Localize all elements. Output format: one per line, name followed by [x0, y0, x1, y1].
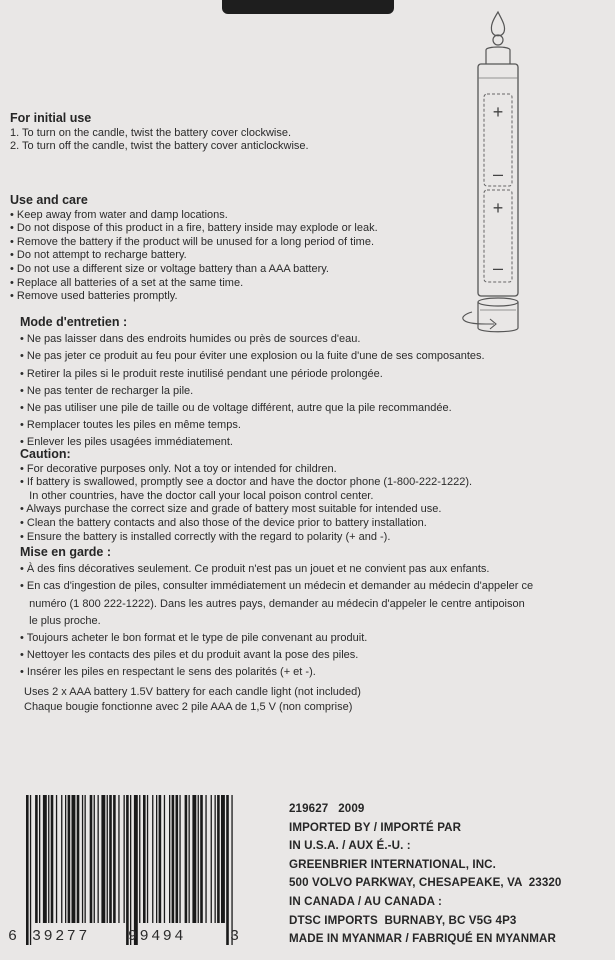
caution-title: Caution:: [20, 447, 71, 461]
barcode-bar: [159, 795, 162, 923]
barcode-bar: [179, 795, 180, 923]
package-top-flap: [222, 0, 394, 14]
barcode-bar: [118, 795, 119, 923]
plus-symbol: +: [492, 102, 504, 122]
barcode-bar: [231, 795, 232, 945]
barcode-bar: [61, 795, 62, 923]
importer-line: IMPORTED BY / IMPORTÉ PAR: [289, 820, 462, 834]
candle-battery-diagram: [446, 6, 530, 336]
barcode-bar: [226, 795, 229, 945]
use-care-line: • Do not attempt to recharge battery.: [10, 249, 187, 262]
caution-line: • Ensure the battery is installed correctly with the regard to polarity (+ and -).: [20, 530, 391, 543]
initial-use-title: For initial use: [10, 111, 92, 125]
barcode-bar: [35, 795, 38, 923]
barcode-bar: [176, 795, 179, 923]
barcode-bar: [185, 795, 188, 923]
barcode-bar: [109, 795, 112, 923]
importer-line: MADE IN MYANMAR / FABRIQUÉ EN MYANMAR: [289, 932, 556, 946]
barcode-bar: [189, 795, 190, 923]
barcode-bar: [82, 795, 83, 923]
battery-cover-top: [478, 298, 518, 306]
mode-entretien-line: • Ne pas jeter ce produit au feu pour éviter une explosion ou la fuite d'une de ses composantes.: [20, 350, 485, 363]
caution-line: • Clean the battery contacts and also those of the device prior to battery installation.: [20, 516, 427, 529]
initial-use-line: 2. To turn off the candle, twist the battery cover anticlockwise.: [10, 140, 309, 153]
importer-line: IN CANADA / AU CANADA :: [289, 894, 443, 908]
barcode-bar: [221, 795, 225, 923]
mise-en-garde-line: • En cas d'ingestion de piles, consulter immédiatement un médecin et demander au médecin d'appeler ce: [20, 580, 534, 593]
caution-line: • If battery is swallowed, promptly see a doctor and have the doctor phone (1-800-222-1222).: [20, 476, 473, 489]
battery-note-fr: Chaque bougie fonctionne avec 2 pile AAA de 1,5 V (non comprise): [24, 701, 353, 713]
barcode-digits-group1: 39277: [32, 928, 91, 945]
mode-entretien-line: • Ne pas tenter de recharger la pile.: [20, 384, 194, 397]
use-care-line: • Remove the battery if the product will be unused for a long period of time.: [10, 235, 374, 248]
initial-use-section: [10, 112, 309, 154]
barcode-bar: [51, 795, 54, 923]
mode-entretien-line: • Retirer la piles si le produit reste inutilisé pendant une période prolongée.: [20, 367, 383, 380]
caution-section: [20, 448, 472, 544]
mise-en-garde-line: le plus proche.: [20, 614, 101, 627]
use-care-line: • Do not dispose of this product in a fire, battery inside may explode or leak.: [10, 222, 378, 235]
barcode-digits-group2: 99494: [128, 928, 187, 945]
minus-symbol: –: [492, 258, 504, 278]
mode-entretien-line: • Remplacer toutes les piles en même temps.: [20, 419, 241, 432]
mise-en-garde-section: [20, 544, 533, 682]
barcode-bar: [68, 795, 71, 923]
caution-line: In other countries, have the doctor call your local poison control center.: [20, 489, 374, 502]
barcode-bar: [126, 795, 129, 945]
mode-entretien-title: Mode d'entretien :: [20, 315, 128, 329]
mode-entretien-section: [20, 314, 485, 452]
barcode-bar: [94, 795, 95, 923]
barcode-bar: [85, 795, 86, 923]
use-care-section: [10, 194, 378, 304]
barcode-bar: [198, 795, 199, 923]
flame-icon: [491, 12, 504, 36]
mode-entretien-line: • Ne pas laisser dans des endroits humides ou près de sources d'eau.: [20, 333, 361, 346]
initial-use-line: 1. To turn on the candle, twist the battery cover clockwise.: [10, 126, 292, 139]
importer-line: IN U.S.A. / AUX É.-U. :: [289, 839, 411, 853]
barcode-bar: [192, 795, 196, 923]
candle-top-cap: [486, 47, 510, 64]
use-care-line: • Replace all batteries of a set at the same time.: [10, 276, 244, 289]
use-care-title: Use and care: [10, 193, 88, 207]
mode-entretien-line: • Ne pas utiliser une pile de taille ou de voltage différent, autre que la pile recommandée.: [20, 402, 452, 415]
mise-en-garde-line: numéro (1 800 222-1222). Dans les autres pays, demander au médecin d'appeler le centre antipoison: [20, 597, 525, 610]
barcode-bar: [56, 795, 57, 923]
use-care-line: • Do not use a different size or voltage battery than a AAA battery.: [10, 262, 329, 275]
barcode-bar: [30, 795, 31, 945]
barcode-bar: [77, 795, 80, 923]
barcode-bar: [147, 795, 148, 923]
mise-en-garde-line: • À des fins décoratives seulement. Ce produit n'est pas un jouet et ne convient pas aux enfants.: [20, 563, 490, 576]
barcode-bar: [200, 795, 203, 923]
mode-entretien-line: • Enlever les piles usagées immédiatement.: [20, 436, 233, 449]
product-code: 219627 2009: [289, 802, 365, 815]
plus-symbol: +: [492, 198, 504, 218]
barcode-bar: [48, 795, 49, 923]
barcode-bar: [164, 795, 165, 923]
barcode-bar: [172, 795, 175, 923]
barcode-bar: [152, 795, 153, 923]
mise-en-garde-title: Mise en garde :: [20, 545, 111, 559]
barcode-bar: [211, 795, 212, 923]
barcode-bar: [107, 795, 108, 923]
barcode-bar: [65, 795, 66, 923]
barcode-bar: [217, 795, 220, 923]
barcode-bar: [98, 795, 99, 923]
mise-en-garde-line: • Insérer les piles en respectant le sens des polarités (+ et -).: [20, 666, 316, 679]
barcode-bar: [169, 795, 170, 923]
barcode-bar: [156, 795, 157, 923]
barcode-bar: [26, 795, 29, 945]
barcode-digit-left: 6: [8, 928, 20, 945]
barcode-bar: [113, 795, 116, 923]
importer-info: [289, 800, 561, 949]
minus-symbol: –: [492, 164, 504, 184]
barcode-bar: [134, 795, 138, 945]
importer-line: DTSC IMPORTS BURNABY, BC V5G 4P3: [289, 913, 517, 927]
mise-en-garde-line: • Nettoyer les contacts des piles et du produit avant la pose des piles.: [20, 649, 359, 662]
importer-line: GREENBRIER INTERNATIONAL, INC.: [289, 857, 496, 871]
use-care-line: • Keep away from water and damp locations.: [10, 208, 228, 221]
barcode-bar: [143, 795, 146, 923]
barcode-bar: [139, 795, 140, 923]
battery-note-en: Uses 2 x AAA battery 1.5V battery for each candle light (not included): [24, 686, 361, 698]
barcode-bar: [43, 795, 47, 923]
barcode-bar: [205, 795, 206, 923]
barcode-bar: [90, 795, 93, 923]
caution-line: • Always purchase the correct size and grade of battery most suitable for intended use.: [20, 503, 442, 516]
mise-en-garde-line: • Toujours acheter le bon format et le type de pile convenant au produit.: [20, 632, 368, 645]
barcode-bar: [39, 795, 40, 923]
barcode-digit-right: 3: [230, 928, 242, 945]
barcode-bar: [72, 795, 76, 923]
barcode-bar: [101, 795, 105, 923]
barcode-bar: [124, 795, 125, 923]
barcode-bar: [130, 795, 131, 945]
use-care-line: • Remove used batteries promptly.: [10, 290, 178, 303]
caution-line: • For decorative purposes only. Not a toy or intended for children.: [20, 462, 337, 475]
importer-line: 500 VOLVO PARKWAY, CHESAPEAKE, VA 23320: [289, 876, 562, 890]
barcode-bar: [215, 795, 216, 923]
battery-note: [24, 685, 361, 715]
bulb-icon: [493, 35, 503, 45]
